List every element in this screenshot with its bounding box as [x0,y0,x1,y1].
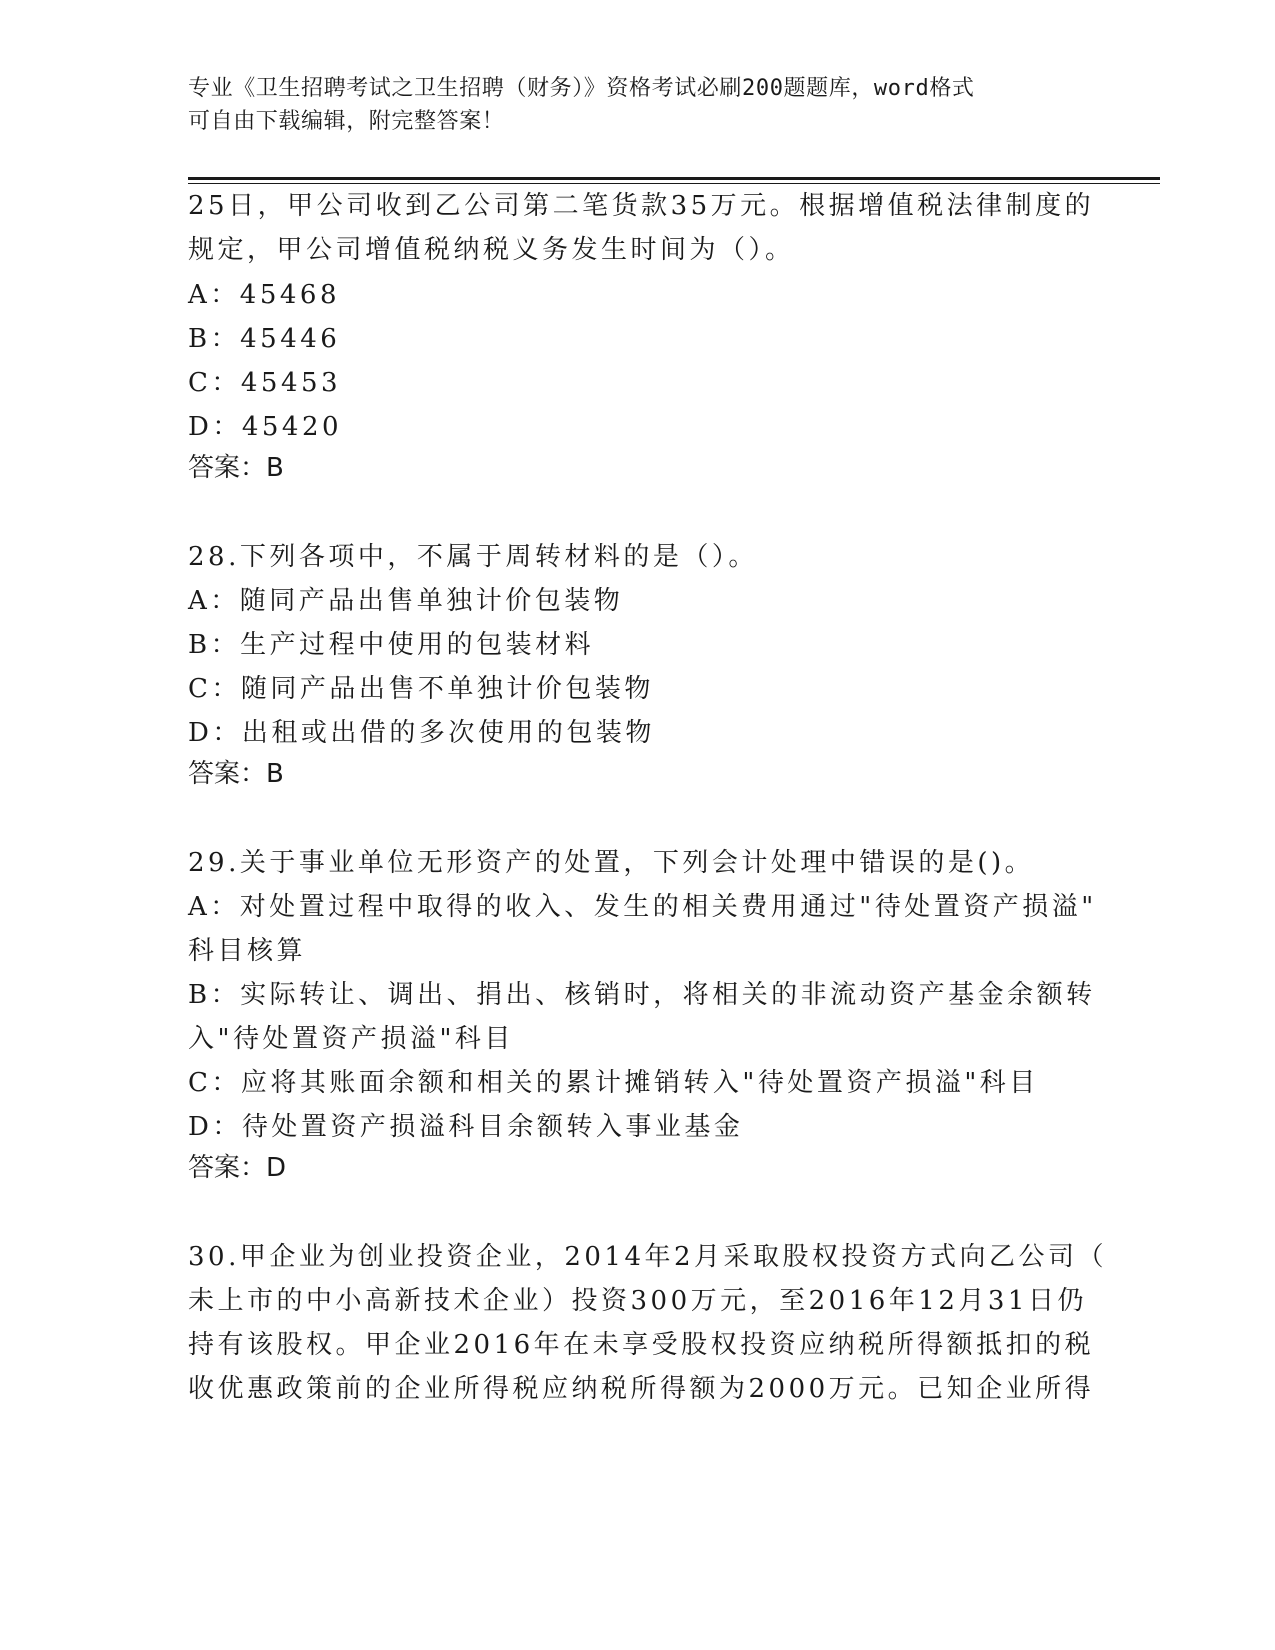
q28-stem: 28.下列各项中，不属于周转材料的是（）。 [188,542,758,572]
q28-option-a: A：随同产品出售单独计价包装物 [188,586,624,616]
q29-option-b-line-2: 入"待处置资产损溢"科目 [188,1024,514,1054]
header-title-line-2: 可自由下载编辑，附完整答案！ [188,109,505,134]
q25-stem-line-2: 规定，甲公司增值税纳税义务发生时间为（）。 [188,235,795,265]
q29-option-d: D：待处置资产损溢科目余额转入事业基金 [188,1112,744,1142]
q30-stem-line-2: 未上市的中小高新技术企业）投资300万元，至2016年12月31日仍 [188,1286,1087,1316]
q25-answer: 答案：B [188,453,284,483]
q29-option-b-line-1: B：实际转让、调出、捐出、核销时，将相关的非流动资产基金余额转 [188,980,1096,1010]
q30-stem-line-3: 持有该股权。甲企业2016年在未享受股权投资应纳税所得额抵扣的税 [188,1330,1095,1360]
q25-option-b: B：45446 [188,324,341,354]
q25-stem-line-1: 25日，甲公司收到乙公司第二笔货款35万元。根据增值税法律制度的 [188,191,1095,221]
header-divider-thick [188,177,1160,180]
q29-stem: 29.关于事业单位无形资产的处置，下列会计处理中错误的是()。 [188,848,1035,878]
q29-option-c: C：应将其账面余额和相关的累计摊销转入"待处置资产损溢"科目 [188,1068,1039,1098]
q28-option-b: B：生产过程中使用的包装材料 [188,630,595,660]
q30-stem-line-4: 收优惠政策前的企业所得税应纳税所得额为2000万元。已知企业所得 [188,1374,1095,1404]
q28-answer: 答案：B [188,759,284,789]
header-divider-thin [188,183,1160,184]
header-title-line-1: 专业《卫生招聘考试之卫生招聘（财务）》资格考试必刷200题题库，word格式 [188,76,975,101]
q28-option-d: D：出租或出借的多次使用的包装物 [188,718,655,748]
q25-option-c: C：45453 [188,368,342,398]
q29-option-a-line-1: A：对处置过程中取得的收入、发生的相关费用通过"待处置资产损溢" [188,892,1097,922]
q25-option-d: D：45420 [188,412,343,442]
q25-option-a: A：45468 [188,280,340,310]
q29-answer: 答案：D [188,1153,287,1183]
document-header [188,72,1088,138]
q29-option-a-line-2: 科目核算 [188,936,307,966]
q28-option-c: C：随同产品出售不单独计价包装物 [188,674,654,704]
q30-stem-line-1: 30.甲企业为创业投资企业，2014年2月采取股权投资方式向乙公司（ [188,1242,1108,1272]
